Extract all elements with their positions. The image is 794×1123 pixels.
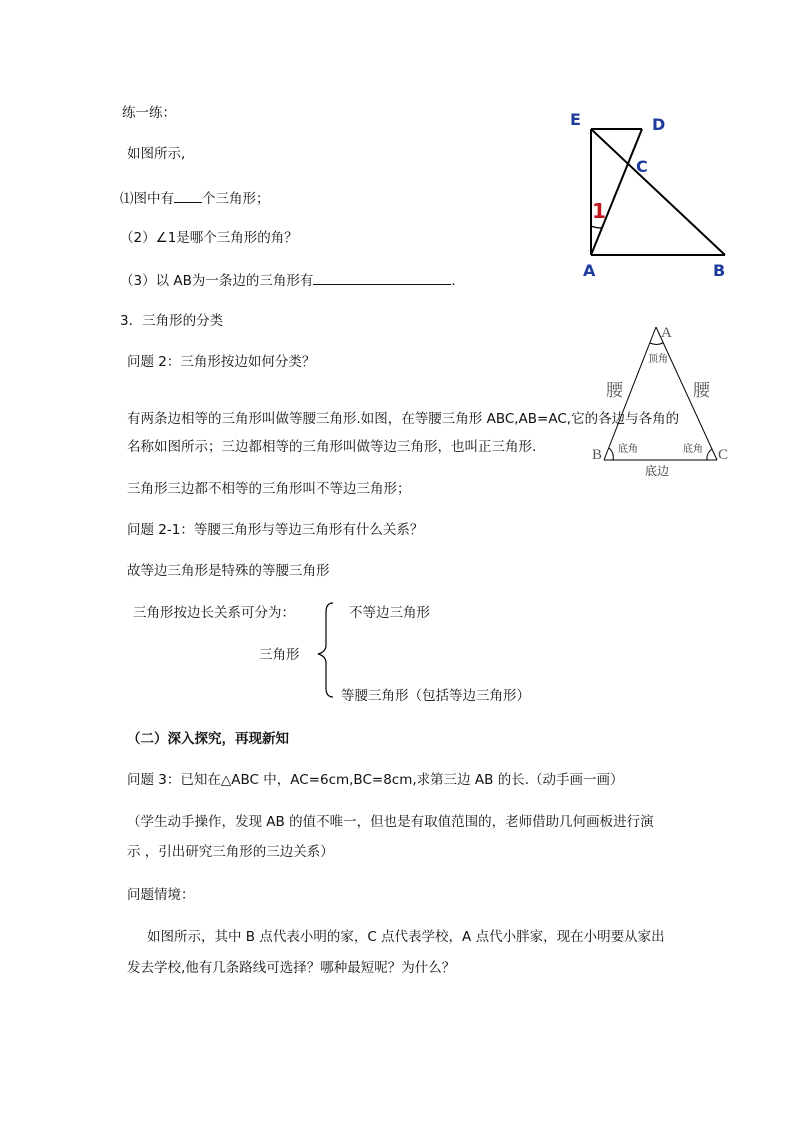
isosceles-definition-line-2: 名称如图所示；三边都相等的三角形叫做等边三角形，也叫正三角形. — [127, 439, 537, 455]
label-apex-angle: 顶角 — [648, 354, 668, 365]
question-1-prefix: ⑴图中有 — [120, 191, 174, 207]
scalene-definition: 三角形三边都不相等的三角形叫不等边三角形； — [127, 481, 411, 497]
question-2-1: 问题 2-1：等腰三角形与等边三角形有什么关系？ — [127, 522, 424, 538]
question-2-heading: 问题 2：三角形按边如何分类？ — [127, 354, 316, 370]
section-3-heading: 3．三角形的分类 — [120, 313, 224, 329]
label-angle-1: 1 — [592, 199, 606, 223]
situation-heading: 问题情境： — [127, 887, 195, 903]
note-line-2: 示 ，引出研究三角形的三边关系） — [127, 844, 334, 860]
story-line-1: 如图所示，其中 B 点代表小明的家，C 点代表学校，A 点代小胖家，现在小明要从家出 — [147, 929, 665, 945]
question-3-end: . — [451, 273, 456, 289]
question-1-suffix: 个三角形； — [202, 191, 270, 207]
tree-root: 三角形 — [259, 647, 300, 663]
practice-heading: 练一练： — [122, 105, 176, 121]
question-2: （2）∠1是哪个三角形的角？ — [120, 230, 298, 246]
practice-intro: 如图所示, — [127, 146, 186, 162]
label-c: C — [636, 157, 648, 176]
label-iso-b: B — [592, 447, 603, 463]
question-3-heading: 问题 3：已知在△ABC 中，AC=6cm,BC=8cm,求第三边 AB 的长.（动手画一画） — [127, 772, 624, 788]
label-a: A — [583, 261, 596, 280]
label-e: E — [570, 110, 581, 129]
tree-branch-scalene: 不等边三角形 — [349, 605, 430, 621]
story-line-2: 发去学校,他有几条路线可选择？哪种最短呢？为什么？ — [127, 960, 456, 976]
label-iso-c: C — [718, 447, 729, 463]
label-d: D — [652, 115, 666, 134]
label-iso-a: A — [661, 325, 672, 341]
tree-branch-isosceles: 等腰三角形（包括等边三角形） — [341, 688, 530, 704]
label-base: 底边 — [645, 464, 670, 478]
question-3-text: （3）以 AB为一条边的三角形有 — [120, 273, 314, 289]
label-base-angle-right: 底角 — [683, 444, 703, 455]
classification-tree-title: 三角形按边长关系可分为： — [133, 605, 295, 621]
label-leg-left: 腰 — [606, 381, 623, 400]
note-line-1: （学生动手操作，发现 AB 的值不唯一，但也是有取值范围的，老师借助几何画板进行演 — [127, 814, 654, 830]
label-b: B — [713, 261, 726, 280]
isosceles-definition-line-1: 有两条边相等的三角形叫做等腰三角形.如图，在等腰三角形 ABC,AB=AC,它的各边与各角的 — [127, 411, 680, 427]
conclusion: 故等边三角形是特殊的等腰三角形 — [127, 563, 330, 579]
label-leg-right: 腰 — [693, 381, 710, 400]
section-explore-heading: （二）深入探究，再现新知 — [127, 731, 289, 747]
label-base-angle-left: 底角 — [618, 444, 638, 455]
